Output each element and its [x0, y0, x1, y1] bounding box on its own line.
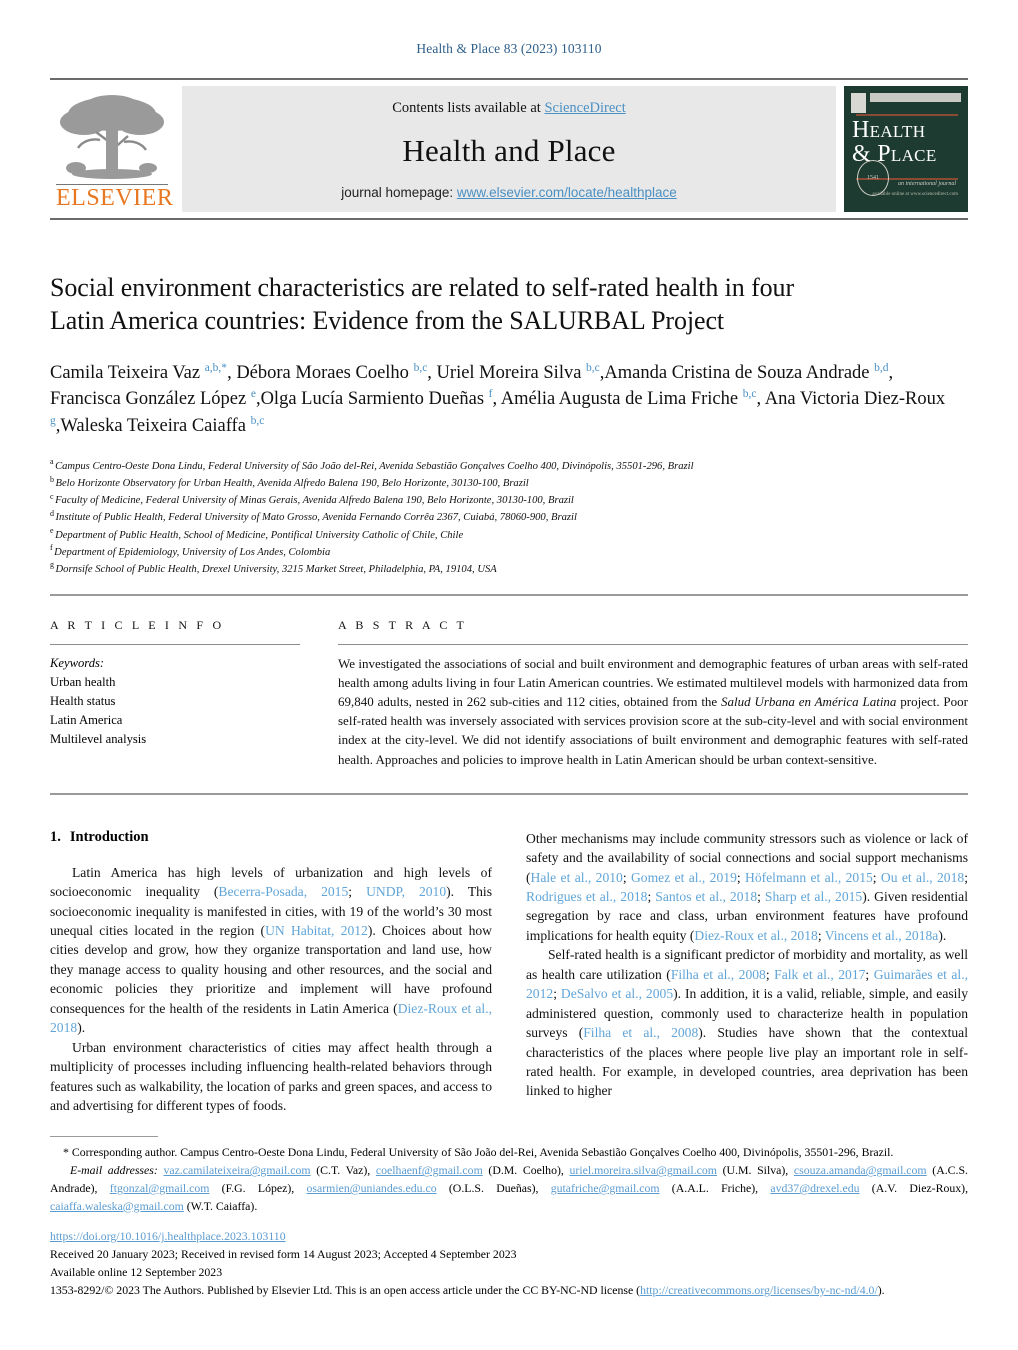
- masthead-center: [182, 86, 836, 212]
- keyword-item: Latin America: [50, 712, 123, 727]
- paragraph-text: ;: [865, 966, 874, 982]
- paragraph-text: ;: [348, 884, 367, 900]
- email-link[interactable]: uriel.moreira.silva@gmail.com: [569, 1163, 717, 1178]
- email-owner: (C.T. Vaz),: [310, 1163, 371, 1178]
- author-name: Camila Teixeira Vaz: [50, 362, 205, 383]
- copyright-text: 1353-8292/© 2023 The Authors. Published by Elsevier Ltd. This is an open access article under the CC BY-NC-ND license (: [50, 1283, 641, 1298]
- cover-subtitle: an international journal: [897, 181, 956, 187]
- paragraph-text: ;: [872, 869, 881, 885]
- elsevier-wordmark: ELSEVIER: [56, 185, 174, 211]
- author-affiliation-marker: b,c: [586, 361, 600, 374]
- elsevier-logo: [50, 86, 174, 212]
- running-head: Health & Place 83 (2023) 103110: [416, 41, 602, 56]
- paragraph-text: ;: [964, 869, 968, 885]
- section-title: Introduction: [69, 828, 149, 845]
- corresponding-author-note: [50, 1144, 968, 1162]
- email-addresses-note: [50, 1162, 968, 1215]
- author-list: [50, 360, 968, 440]
- cover-rule-top: [856, 114, 958, 116]
- body-paragraph: [526, 945, 968, 1101]
- author-affiliation-marker: a,b,*: [204, 361, 228, 374]
- author-affiliation-marker: b,c: [250, 414, 265, 427]
- citation-link[interactable]: Santos et al., 2018: [655, 889, 758, 904]
- author-separator: ,: [255, 389, 261, 410]
- body-paragraph: [50, 1038, 492, 1116]
- email-list: [50, 1163, 968, 1212]
- keyword-item: Multilevel analysis: [50, 731, 147, 746]
- copyright-suffix: ).: [877, 1283, 885, 1298]
- author-name: Olga Lucía Sarmiento Dueñas: [260, 389, 489, 410]
- article-info-heading: A R T I C L E I N F O: [50, 618, 225, 633]
- available-online-line: Available online 12 September 2023: [50, 1265, 223, 1280]
- author-affiliation-marker: f: [488, 388, 493, 401]
- cover-title-ealth: EALTH: [869, 122, 926, 141]
- abstract-bottom-rule: [50, 793, 968, 795]
- journal-masthead: [50, 78, 968, 212]
- paragraph-text: ).: [938, 927, 947, 943]
- cover-title-h: H: [852, 117, 870, 143]
- citation-link[interactable]: UN Habitat, 2012: [265, 923, 368, 938]
- body-paragraph: [50, 863, 492, 1038]
- affiliation-list: [50, 458, 968, 578]
- cover-title-lace: LACE: [890, 146, 937, 166]
- citation-link[interactable]: Sharp et al., 2015: [764, 889, 863, 904]
- paragraph-text: ;: [736, 869, 745, 885]
- email-owner: (A.A.L. Friche),: [659, 1180, 759, 1195]
- affiliation-text: Belo Horizonte Observatory for Urban Health, Avenida Alfredo Balena 190, Belo Horizonte, 30130-100, Brazil: [55, 478, 529, 490]
- author-separator: ,: [55, 416, 61, 437]
- journal-homepage-line: [341, 185, 676, 200]
- email-owner: (W.T. Caiaffa).: [183, 1198, 258, 1213]
- email-link[interactable]: csouza.amanda@gmail.com: [793, 1163, 927, 1178]
- author-name: Francisca González López: [50, 389, 251, 410]
- abstract-heading: A B S T R A C T: [338, 618, 468, 633]
- paragraph-text: ). Choices about how cities develop and grow, how they organize transportation and land use, how they manage access to quality housing and other resources, and the social and economic policies they prioritize and implement will have profound consequences for the health of the residents in Latin America (: [50, 923, 492, 1016]
- keyword-list: [50, 673, 300, 749]
- paragraph-text: ). In addition, it is a valid, reliable, simple, and easily administered question, commonly used to characterize health in population surveys (: [526, 986, 968, 1041]
- masthead-bottom-rule: [50, 218, 968, 220]
- email-link[interactable]: osarmien@uniandes.edu.co: [306, 1180, 437, 1195]
- affiliation-text: Campus Centro-Oeste Dona Lindu, Federal University of São João del-Rei, Avenida Sebastião Gonçalves Coelho 400, Divinópolis, 35501-296, Brazil: [55, 460, 694, 472]
- citation-link[interactable]: Diez-Roux et al., 2018: [694, 927, 818, 943]
- paragraph-text: ). Studies have shown that the contextual characteristics of the places where people live play an important role in self-rated health. For example, in developed countries, area deprivation has been linked to higher: [526, 1025, 968, 1099]
- author-separator: ,: [427, 362, 437, 383]
- email-owner: (U.M. Silva),: [716, 1163, 789, 1178]
- paragraph-text: ;: [622, 869, 631, 885]
- abstract-column: [338, 618, 968, 769]
- abstract-text: [338, 654, 968, 769]
- contents-available-line: [392, 100, 626, 117]
- keywords-label: Keywords:: [50, 656, 105, 671]
- author-name: Amélia Augusta de Lima Friche: [500, 389, 743, 410]
- affiliation-item: [50, 492, 968, 509]
- copyright-line: [50, 1282, 968, 1300]
- received-line: Received 20 January 2023; Received in revised form 14 August 2023; Accepted 4 September 2023: [50, 1247, 517, 1262]
- body-column-left: [50, 829, 492, 1116]
- author-name: Waleska Teixeira Caiaffa: [60, 416, 251, 437]
- license-link[interactable]: http://creativecommons.org/licenses/by-nc-nd/4.0/: [640, 1283, 878, 1298]
- abstract-italic-project-name: Salud Urbana en América Latina: [721, 694, 897, 710]
- author-separator: ,: [599, 362, 605, 383]
- paragraph-text: Latin America has high levels of urbanization and high levels of socioeconomic inequality (: [50, 864, 492, 900]
- affiliation-item: [50, 458, 968, 475]
- affiliation-text: Department of Epidemiology, University of Los Andes, Colombia: [54, 546, 331, 558]
- email-owner: (D.M. Coelho),: [482, 1163, 564, 1178]
- info-abstract-block: [50, 618, 968, 769]
- author-affiliation-marker: g: [50, 414, 56, 427]
- email-owner: (F.G. López),: [209, 1180, 295, 1195]
- citation-link[interactable]: Vincens et al., 2018a: [824, 927, 939, 943]
- cover-footer-text: available online at www.sciencedirect.com: [872, 191, 958, 197]
- author-separator: ,: [888, 362, 894, 383]
- citation-link[interactable]: Filha et al., 2008: [670, 966, 766, 982]
- abstract-part-2: project. Poor self-rated health was inversely associated with services provision score at the sub-city-level and with social environment index at the city-level. We did not identify associations of built environment and demographic features with self-rated health. Approaches and policies to improve health in Latin American should be urban context-sensitive.: [338, 694, 968, 767]
- affiliation-marker: c: [50, 491, 54, 501]
- citation-link[interactable]: Guimarães et al., 2012: [526, 966, 968, 1002]
- author-name: Ana Victoria Diez-Roux: [764, 389, 946, 410]
- email-link[interactable]: ftgonzal@gmail.com: [109, 1180, 210, 1195]
- email-link[interactable]: coelhaenf@gmail.com: [375, 1163, 483, 1178]
- citation-link[interactable]: Ou et al., 2018: [880, 869, 965, 885]
- citation-link[interactable]: Rodrigues et al., 2018: [526, 889, 648, 904]
- corresponding-star: *: [63, 1144, 69, 1159]
- affiliation-item: [50, 475, 968, 492]
- author-separator: ,: [492, 389, 501, 410]
- doi-link[interactable]: https://doi.org/10.1016/j.healthplace.2023.103110: [50, 1229, 286, 1244]
- paragraph-text: Other mechanisms may include community stressors such as violence or lack of safety and the availability of social connections and social support mechanisms (: [526, 830, 968, 885]
- homepage-prefix: journal homepage:: [341, 185, 457, 200]
- section-heading-introduction: [50, 829, 492, 846]
- citation-link[interactable]: Falk et al., 2017: [774, 966, 866, 982]
- left-paragraphs: [50, 863, 492, 1116]
- cover-title-line1: [852, 118, 960, 142]
- cover-title-amp-p: & P: [852, 141, 891, 168]
- contents-prefix: Contents lists available at: [392, 100, 545, 116]
- keyword-item: Health status: [50, 693, 116, 708]
- title-line-1: Social environment characteristics are related to self-rated health in four: [50, 273, 794, 302]
- paragraph-text: ).: [77, 1020, 86, 1036]
- affiliation-marker: b: [50, 474, 54, 484]
- journal-cover-image: [844, 86, 968, 212]
- affiliation-text: Dornsife School of Public Health, Drexel University, 3215 Market Street, Philadelphia, PA, 19104, USA: [55, 563, 497, 575]
- keyword-item: Urban health: [50, 674, 116, 689]
- email-owner: (A.V. Diez-Roux),: [859, 1180, 969, 1195]
- affiliation-text: Department of Public Health, School of Medicine, Pontifical University Catholic of Chile, Chile: [55, 529, 464, 541]
- body-paragraph: [526, 829, 968, 946]
- cover-seal-icon: 1541: [857, 160, 889, 196]
- paragraph-text: ;: [817, 927, 825, 943]
- author-affiliation-marker: b,c: [413, 361, 428, 374]
- citation-link[interactable]: Höfelmann et al., 2015: [745, 869, 873, 885]
- affiliation-marker: e: [50, 526, 54, 536]
- affiliation-marker: d: [50, 508, 54, 518]
- paragraph-text: ;: [553, 986, 561, 1002]
- email-link[interactable]: caiaffa.waleska@gmail.com: [50, 1198, 184, 1213]
- paragraph-text: ). Given residential segregation by race and class, urban environment features have profound implications for health equity (: [526, 889, 968, 943]
- cover-topbar: [870, 93, 961, 102]
- email-addresses-label: E-mail addresses:: [70, 1163, 158, 1178]
- paragraph-text: ;: [647, 889, 656, 904]
- paragraph-text: Self-rated health is a significant predictor of morbidity and mortality, as well as health care utilization (: [526, 947, 968, 982]
- affiliation-item: [50, 509, 968, 526]
- email-owner: (A.C.S. Andrade),: [50, 1163, 968, 1195]
- citation-link[interactable]: Becerra-Posada, 2015: [218, 884, 349, 900]
- paragraph-text: ;: [765, 966, 775, 982]
- affiliation-text: Institute of Public Health, Federal University of Mato Grosso, Avenida Fernando Corrêa 2367, Cuiabá, 78060-900, Brazil: [55, 512, 577, 524]
- email-owner: (O.L.S. Dueñas),: [436, 1180, 539, 1195]
- affiliation-marker: f: [50, 543, 53, 553]
- body-column-right: [526, 829, 968, 1116]
- footnote-rule: [50, 1136, 158, 1137]
- citation-link[interactable]: UNDP, 2010: [366, 884, 447, 900]
- article-info-rule: [50, 644, 300, 645]
- author-affiliation-marker: b,d: [874, 361, 889, 374]
- paragraph-text: ;: [757, 889, 765, 904]
- affiliation-item: [50, 544, 968, 561]
- affiliation-item: [50, 561, 968, 578]
- article-info-column: [50, 618, 300, 769]
- elsevier-tree-icon: [56, 92, 168, 184]
- author-affiliation-marker: b,c: [742, 388, 757, 401]
- email-link[interactable]: gutafriche@gmail.com: [550, 1180, 660, 1195]
- author-separator: ,: [756, 389, 765, 410]
- abstract-part-1: We investigated the associations of social and built environment and demographic features of urban areas with self-rated health among adults living in four Latin American countries. We estimated multilevel models with harmonized data from 69,840 adults, nested in 262 sub-cities and 112 cities, obtained from the: [338, 656, 968, 710]
- paragraph-text: ). This socioeconomic inequality is manifested in cities, with 19 of the world’s 30 most unequal cities located in the region (: [50, 884, 492, 938]
- paragraph-text: Urban environment characteristics of cities may affect health through a multiplicity of processes including influencing health-related behaviors through features such as walkability, the location of parks and green spaces, and access to and advertising for different types of foods.: [50, 1039, 492, 1113]
- right-paragraphs: [526, 829, 968, 1101]
- affiliation-text: Faculty of Medicine, Federal University of Minas Gerais, Avenida Alfredo Balena 190, Belo Horizonte, 30130-100, Brazil: [55, 495, 574, 507]
- abstract-rule: [338, 644, 968, 645]
- info-top-rule: [50, 594, 968, 596]
- doi-line: [50, 1228, 968, 1246]
- journal-homepage-link[interactable]: www.elsevier.com/locate/healthplace: [456, 185, 677, 200]
- page-title: [50, 272, 968, 338]
- section-number: 1.: [50, 828, 61, 845]
- email-link[interactable]: vaz.camilateixeira@gmail.com: [163, 1163, 311, 1178]
- sciencedirect-link[interactable]: ScienceDirect: [544, 100, 626, 116]
- title-line-2: Latin America countries: Evidence from the SALURBAL Project: [50, 305, 725, 335]
- author-name: Amanda Cristina de Souza Andrade: [604, 362, 875, 383]
- affiliation-marker: g: [50, 560, 54, 570]
- citation-link[interactable]: DeSalvo et al., 2005: [560, 986, 674, 1002]
- publication-meta: [50, 1228, 968, 1300]
- journal-name: Health and Place: [402, 133, 616, 168]
- citation-link[interactable]: Hale et al., 2010: [530, 869, 623, 885]
- email-link[interactable]: avd37@drexel.edu: [770, 1180, 860, 1195]
- cover-elsevier-mark-icon: [851, 93, 866, 113]
- author-separator: ,: [227, 362, 237, 383]
- author-name: Uriel Moreira Silva: [436, 362, 587, 383]
- body-columns: [50, 829, 968, 1116]
- corresponding-author-text: Corresponding author. Campus Centro-Oeste Dona Lindu, Federal University of São João del-Rei, Avenida Sebastião Gonçalves Coelho 400, Divinópolis, 35501-296, Brazil.: [71, 1144, 894, 1159]
- author-name: Débora Moraes Coelho: [236, 362, 414, 383]
- affiliation-marker: a: [50, 457, 54, 467]
- citation-link[interactable]: Diez-Roux et al., 2018: [50, 1000, 492, 1036]
- page-footer: [50, 1136, 968, 1300]
- affiliation-item: [50, 527, 968, 544]
- citation-link[interactable]: Filha et al., 2008: [583, 1025, 699, 1041]
- author-affiliation-marker: e: [250, 388, 256, 401]
- citation-link[interactable]: Gomez et al., 2019: [630, 869, 737, 885]
